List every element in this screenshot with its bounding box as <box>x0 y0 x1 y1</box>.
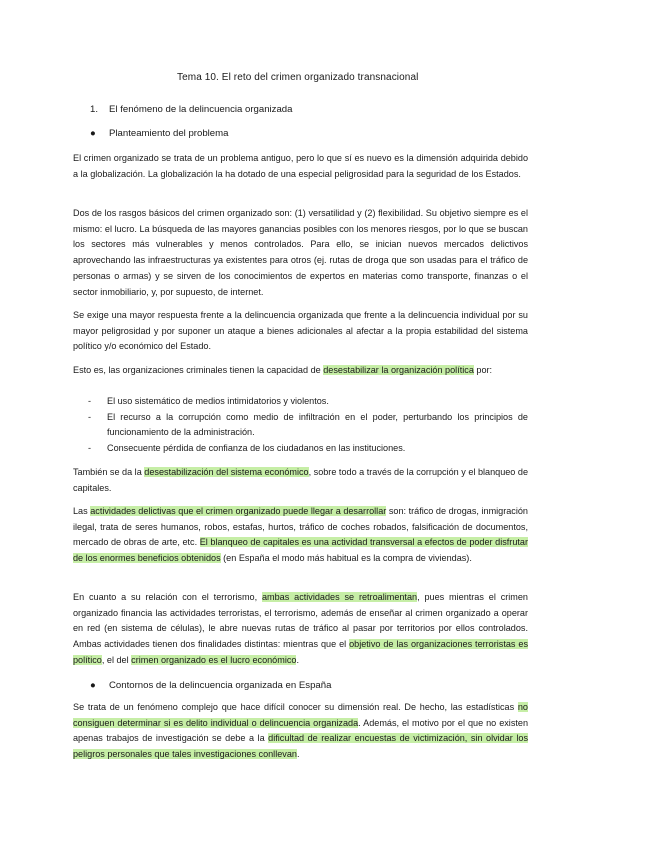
dash-icon: - <box>88 396 92 406</box>
dash-list <box>88 394 528 457</box>
text-run: por: <box>473 365 493 375</box>
paragraph-6 <box>73 504 528 567</box>
text-run: En cuanto a su relación con el terrorismo, <box>73 592 262 602</box>
text-run: (en España el modo más habitual es la compra de viviendas). <box>220 553 472 564</box>
document-title: Tema 10. El reto del crimen organizado transnacional <box>177 72 419 83</box>
list-item-text: El uso sistemático de medios intimidatorios y violentos. <box>107 396 329 406</box>
paragraph-7 <box>73 590 528 669</box>
paragraph-3: Se exige una mayor respuesta frente a la delincuencia organizada que frente a la delincuencia individual por su mayor peligrosidad y por suponer un ataque a bienes adicionales al afectar a la propia estabilidad del sistema político y/o económico del Estado. <box>73 310 528 352</box>
dash-icon: - <box>88 411 92 422</box>
text-run: , pues mientras el crimen organizado financia las actividades terroristas, el terrorismo, además de enseñar al crimen organizado a operar en red (en sistema de células), le abre nuevas rutas de tráfico al pasar por territorios por ellos controlados. Ambas actividades tienen dos finalidades distintas: mientras que el <box>73 592 528 650</box>
highlight: desestabilizar la organización política <box>323 365 474 375</box>
list-item <box>88 394 528 410</box>
section-heading-planteamiento <box>90 128 228 139</box>
highlight: El blanqueo de capitales es una actividad transversal a efectos de poder disfrutar de los enormes beneficios obtenidos <box>73 537 529 564</box>
highlight: objetivo de las organizaciones terroristas es político <box>73 639 528 665</box>
section-heading-contornos <box>90 680 331 691</box>
list-item-text: Consecuente pérdida de confianza de los ciudadanos en las instituciones. <box>107 443 406 454</box>
highlight: no consiguen determinar si es delito individual o delincuencia organizada <box>73 702 528 728</box>
text-run: . Además, el motivo por el que no existen apenas trabajos de investigación se debe a la <box>73 717 529 744</box>
bullet-icon: ● <box>90 128 96 139</box>
highlight: dificultad de realizar encuestas de victimización, sin olvidar los peligros personales que tales investigaciones conllevan <box>73 733 528 760</box>
paragraph-4 <box>73 363 528 379</box>
paragraph-8 <box>73 700 528 763</box>
list-item <box>88 441 528 457</box>
text-run: Se trata de un fenómeno complejo que hace difícil conocer su dimensión real. De hecho, las estadísticas <box>73 702 518 712</box>
bullet-icon: ● <box>90 680 96 691</box>
heading-text: Planteamiento del problema <box>109 128 229 139</box>
section-heading-fenomeno <box>90 104 292 115</box>
heading-text: Contornos de la delincuencia organizada en España <box>109 680 332 691</box>
text-run: También se da la <box>73 467 145 477</box>
text-run: Esto es, las organizaciones criminales tienen la capacidad de <box>73 365 324 375</box>
highlight: desestabilización del sistema económico <box>144 467 309 477</box>
text-run: . <box>296 749 300 760</box>
list-item <box>88 410 528 441</box>
text-run: . <box>296 654 299 665</box>
paragraph-2: Dos de los rasgos básicos del crimen organizado son: (1) versatilidad y (2) flexibilidad. Su objetivo siempre es el mismo: el lucro. La búsqueda de las mayores ganancias posibles con los menores riesgos, por lo que se buscan los sectores más vulnerables y menos controlados. Para ello, se inician nuevos mercados delictivos aprovechando las infraestructuras ya existentes para otros (ej. rutas de droga que son usadas para el tráfico de personas o armas) y se sirven de los conocimientos de expertos en materias como transporte, finanzas o el sector inmobiliario, y, por supuesto, de internet. <box>73 208 528 297</box>
heading-text: El fenómeno de la delincuencia organizada <box>109 104 293 115</box>
text-run: son: tráfico de drogas, inmigración ilegal, trata de seres humanos, robos, estafas, hurtos, tráfico de coches robados, falsificación de documentos, mercado de obras de arte, etc. <box>73 506 528 548</box>
highlight: crimen organizado es el lucro económico <box>131 654 297 665</box>
numbered-marker: 1. <box>90 104 99 115</box>
paragraph-1: El crimen organizado se trata de un problema antiguo, pero lo que sí es nuevo es la dimensión adquirida debido a la globalización. La globalización la ha dotado de una especial peligrosidad para la seguridad de los Estados. <box>73 153 528 179</box>
highlight: ambas actividades se retroalimentan <box>261 592 418 602</box>
highlight: actividades delictivas que el crimen organizado puede llegar a desarrollar <box>90 506 387 516</box>
text-run: , sobre todo a través de la corrupción y el blanqueo de capitales. <box>73 467 529 493</box>
dash-icon: - <box>88 443 92 454</box>
text-run: Las <box>73 506 91 516</box>
text-run: , el del <box>101 654 132 665</box>
paragraph-5 <box>73 465 528 496</box>
list-item-text: El recurso a la corrupción como medio de infiltración en el poder, perturbando los principios de funcionamiento de la administración. <box>107 411 528 438</box>
